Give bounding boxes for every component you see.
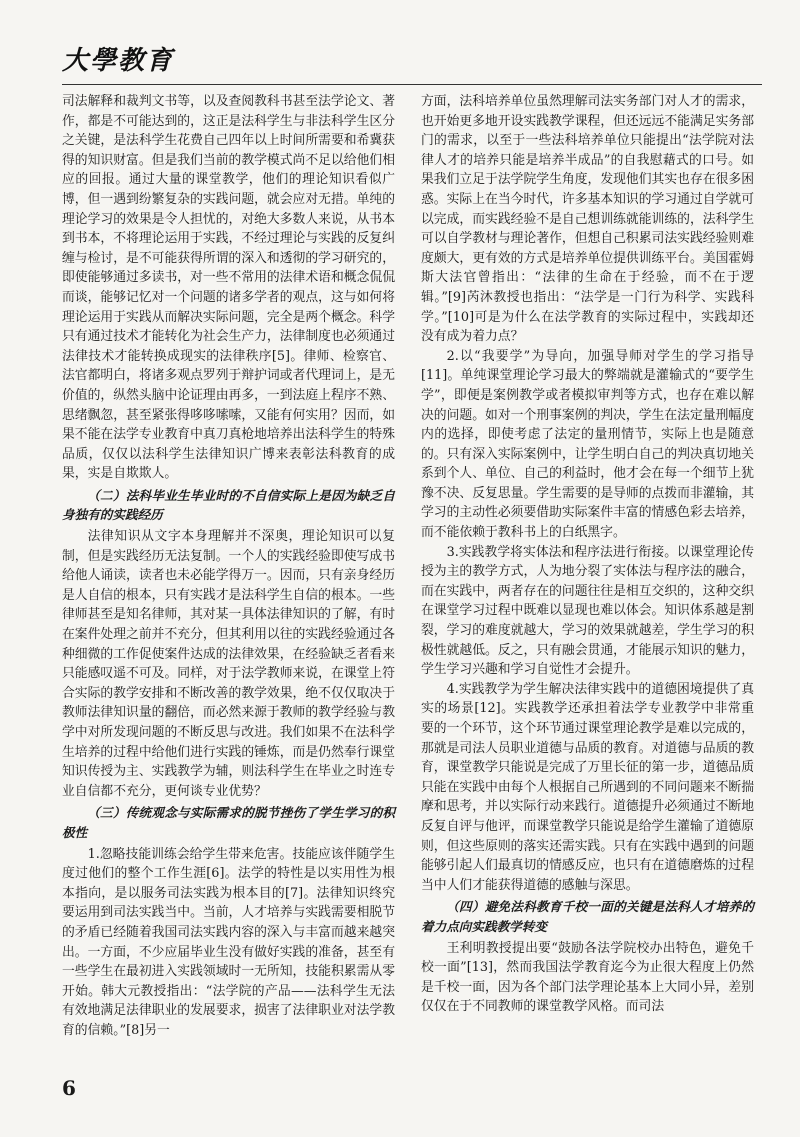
paragraph: 4.实践教学为学生解决法律实践中的道德困境提供了真实的场景[12]。实践教学还承担着法学专业教学中非常重要的一个环节，这个环节通过课堂理论教学是难以完成的，那就是司法人员职业道德与品质的教育。对道德与品质的教育，课堂教学只能说是完成了万里长征的第一步，道德品质只能在实践中由每个人根据自己所遇到的不同问题来不断揣摩和思考，并以实际行动来践行。道德提升必须通过不断地反复自评与他评，而课堂教学只能说是给学生灌输了道德原则，但这些原则的落实还需实践。只有在实践中遇到的问题能够引起人们最真切的情感反应，也只有在道德磨炼的过程当中人们才能获得道德的感触与深思。 (421, 681, 754, 893)
section-heading: （四）避免法科教育千校一面的关键是法科人才培养的着力点向实践教学转变 (421, 899, 754, 934)
paragraph: 王利明教授提出要“鼓励各法学院校办出特色，避免千校一面”[13]，然而我国法学教育迄今为止很大程度上仍然是千校一面，因为各个部门法学理论基本上大同小异，差别仅仅在于不同教师的课堂教学风格。而司法 (421, 940, 754, 1015)
masthead (62, 40, 762, 74)
journal-title: 大學教育 (62, 46, 175, 76)
left-column (62, 92, 395, 1041)
page-number: 6 (62, 1076, 76, 1100)
right-column (421, 92, 754, 1017)
paragraph: 司法解释和裁判文书等，以及查阅教科书甚至法学论文、著作，都是不可能达到的，这正是法科学生与非法科学生区分之关键，是法科学生花费自己四年以上时间所需要和希冀获得的知识财富。但是我们当前的教学模式尚不足以给他们相应的回报。通过大量的课堂教学，他们的理论知识看似广博，但一遇到纷繁复杂的实践问题，就会应对无措。单纯的理论学习的效果是令人担忧的，对绝大多数人来说，从书本到书本，不将理论运用于实践，不经过理论与实践的反复纠缠与检讨，是不可能获得所谓的深入和透彻的学习研究的，即使能够通过多读书，对一些不常用的法律术语和概念侃侃而谈，能够记忆对一个问题的诸多学者的观点，这与如何将理论运用于实践从而解决实际问题，完全是两个概念。科学只有通过技术才能转化为社会生产力，法律制度也必须通过法律技术才能转换成现实的法律秩序[5]。律师、检察官、法官都明白，将诸多观点罗列于辩护词或者代理词上，是无价值的，纵然头脑中论证理由再多，一到法庭上程序不熟、思绪飘忽，甚至紧张得哆哆嗦嗦，又能有何实用？因而，如果不能在法学专业教育中真刀真枪地培养出法科学生的特殊品质，仅仅以法科学生法律知识广博来表彰法科教育的成果，实是自欺欺人。 (62, 94, 395, 482)
section-heading: （二）法科毕业生毕业时的不自信实际上是因为缺乏自身独有的实践经历 (62, 487, 395, 523)
paragraph: 方面，法科培养单位虽然理解司法实务部门对人才的需求，也开始更多地开设实践教学课程，但还远远不能满足实务部门的需求，以至于一些法科培养单位只能提出“法学院对法律人才的培养只能是培养半成品”的自我慰藉式的口号。如果我们立足于法学院学生角度，发现他们其实也存在很多困惑。实际上在当今时代，许多基本知识的学习通过自学就可以完成，而实践经验不是自己想训练就能训练的，法科学生可以自学教材与理论著作，但想自己积累司法实践经验则难度颇大，更有效的方式是培养单位提供训练平台。美国霍姆斯大法官曾指出：“法律的生命在于经验，而不在于逻辑。”[9]芮沐教授也指出：“法学是一门行为科学、实践科学。”[10]可是为什么在法学教育的实际过程中，实践却还没有成为着力点？ (421, 94, 754, 345)
paragraph: 2.以“我要学”为导向，加强导师对学生的学习指导[11]。单纯课堂理论学习最大的弊端就是灌输式的“要学生学”，即便是案例教学或者模拟审判等方式，也存在难以解决的问题。如对一个刑事案例的判决，学生在法定量刑幅度内的选择，即使考虑了法定的量刑情节，实际上也是随意的。只有深入实际案例中，让学生明白自己的判决真切地关系到个人、单位、自己的利益时，他才会在每一个细节上犹豫不决、反复思量。学生需要的是导师的点拨而非灌输，其学习的主动性必须要借助实际案件丰富的情感色彩去培养，而不能依赖于教科书上的白纸黑字。 (421, 348, 754, 541)
paragraph: 3.实践教学将实体法和程序法进行衔接。以课堂理论传授为主的教学方式，人为地分裂了实体法与程序法的融合，而在实践中，两者存在的问题往往是相互交织的，这种交织在课堂学习过程中既难以显现也难以体会。知识体系越是割裂，学习的难度就越大，学习的效果就越差，学生学习的积极性就越低。反之，只有融会贯通，才能展示知识的魅力，学生学习兴趣和学习自觉性才会提升。 (421, 544, 754, 678)
paragraph: 1.忽略技能训练会给学生带来危害。技能应该伴随学生度过他们的整个工作生涯[6]。法学的特性是以实用性为根本指向，是以服务司法实践为根本目的[7]。法律知识终究要运用到司法实践当中。当前，人才培养与实践需要相脱节的矛盾已经随着我国司法实践内容的深入与丰富而越来越突出。一方面，不少应届毕业生没有做好实践的准备，甚至有一些学生在最初进入实践领域时一无所知，技能积累需从零开始。韩大元教授指出：“法学院的产品——法科学生无法有效地满足法律职业的发展要求，损害了法律职业对法学教育的信赖。”[8]另一 (62, 846, 395, 1038)
paragraph: 法律知识从文字本身理解并不深奥，理论知识可以复制，但是实践经历无法复制。一个人的实践经验即使写成书给他人诵读，读者也未必能学得万一。因而，只有亲身经历是人自信的根本，只有实践才是法科学生自信的根本。一些律师甚至是知名律师，其对某一具体法律知识的了解，有时在案件处理之前并不充分，但其利用以往的实践经验通过各种细微的工作促使案件达成的法律效果，在经验缺乏者看来只能感叹遥不可及。同样，对于法学教师来说，在课堂上符合实际的教学安排和不断改善的教学效果，绝不仅仅取决于教师法律知识量的翻倍，而必然来源于教师的教学经验与教学中对所发现问题的不断反思与改进。我们如果不在法科学生培养的过程中给他们进行实践的锤炼，而是仍然奉行课堂知识传授为主、实践教学为辅，则法科学生在毕业之时连专业自信都不充分，更何谈专业优势？ (62, 529, 395, 799)
section-heading: （三）传统观念与实际需求的脱节挫伤了学生学习的积极性 (62, 805, 395, 840)
header-rule (62, 84, 762, 85)
